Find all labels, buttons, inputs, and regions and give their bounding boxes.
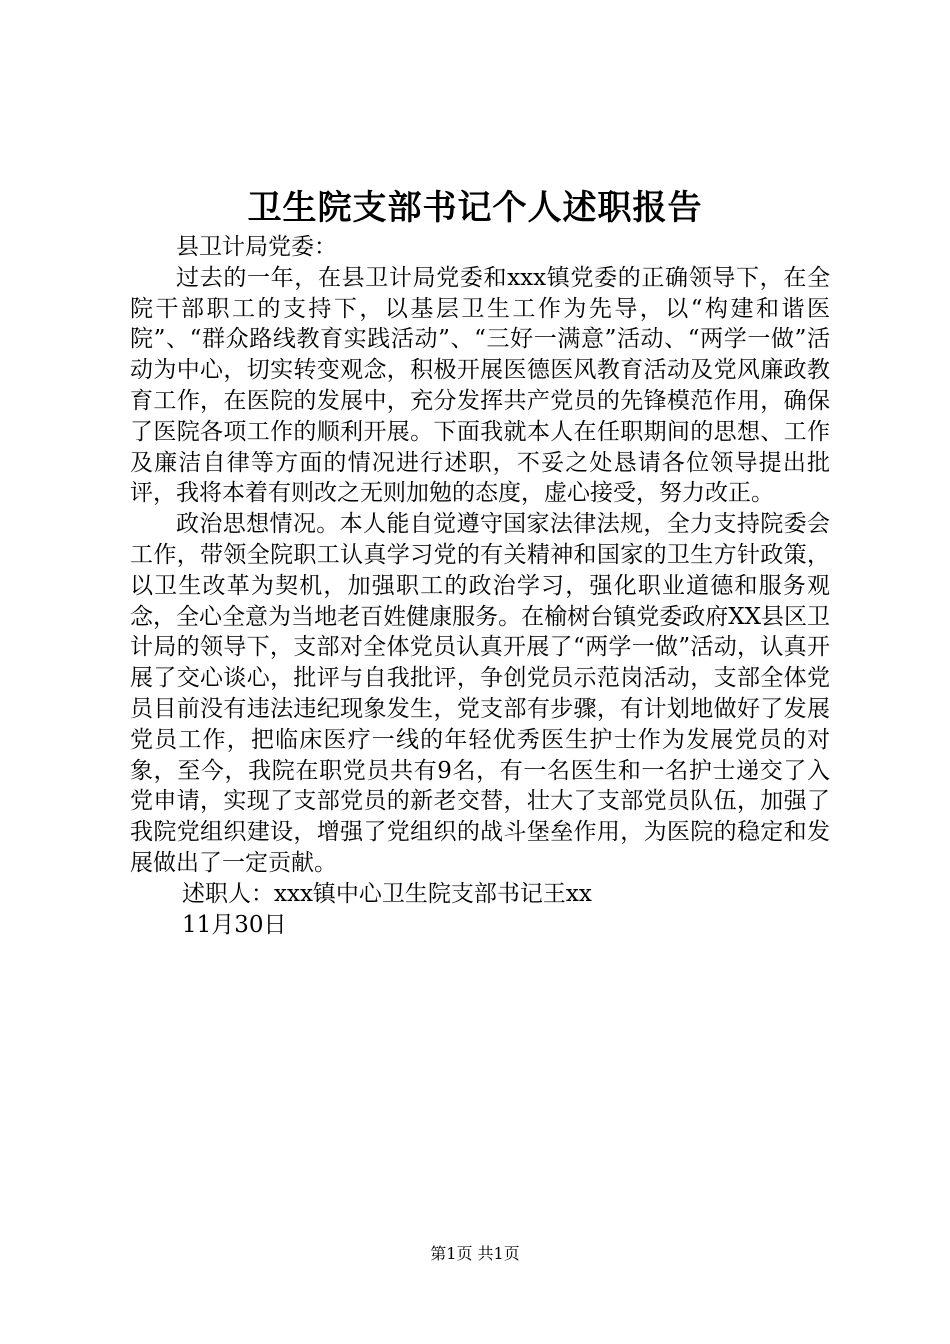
- date: 11月30日: [182, 911, 287, 938]
- paragraph-political: 政治思想情况。本人能自觉遵守国家法律法规，全力支持院委会工作，带领全院职工认真学习党的有关精神和国家的卫生方针政策，以卫生改革为契机，加强职工的政治学习，强化职业道德和服务观念，全心全意为当地老百姓健康服务。在榆树台镇党委政府XX县区卫计局的领导下，支部对全体党员认真开展了“两学一做”活动，认真开展了交心谈心，批评与自我批评，争创党员示范岗活动，支部全体党员目前没有违法违纪现象发生，党支部有步骤，有计划地做好了发展党员工作，把临床医疗一线的年轻优秀医生护士作为发展党员的对象，至今，我院在职党员共有9名，有一名医生和一名护士递交了入党申请，实现了支部党员的新老交替，壮大了支部党员队伍，加强了我院党组织建设，增强了党组织的战斗堡垒作用，为医院的稳定和发展做出了一定贡献。: [130, 511, 830, 876]
- salutation: 县卫计局党委：: [176, 234, 337, 260]
- document-body: [130, 232, 830, 940]
- signature: 述职人：xxx镇中心卫生院支部书记王xx: [182, 880, 592, 907]
- page-footer: 第1页 共1页: [430, 1244, 520, 1263]
- document-title: 卫生院支部书记个人述职报告: [247, 188, 703, 228]
- paragraph-intro: 过去的一年，在县卫计局党委和xxx镇党委的正确领导下，在全院干部职工的支持下，以基层卫生工作为先导，以“构建和谐医院”、“群众路线教育实践活动”、“三好一满意”活动、“两学一做”活动为中心，切实转变观念，积极开展医德医风教育活动及党风廉政教育工作，在医院的发展中，充分发挥共产党员的先锋模范作用，确保了医院各项工作的顺利开展。下面我就本人在任职期间的思想、工作及廉洁自律等方面的情况进行述职，不妥之处恳请各位领导提出批评，我将本着有则改之无则加勉的态度，虚心接受，努力改正。: [130, 264, 830, 507]
